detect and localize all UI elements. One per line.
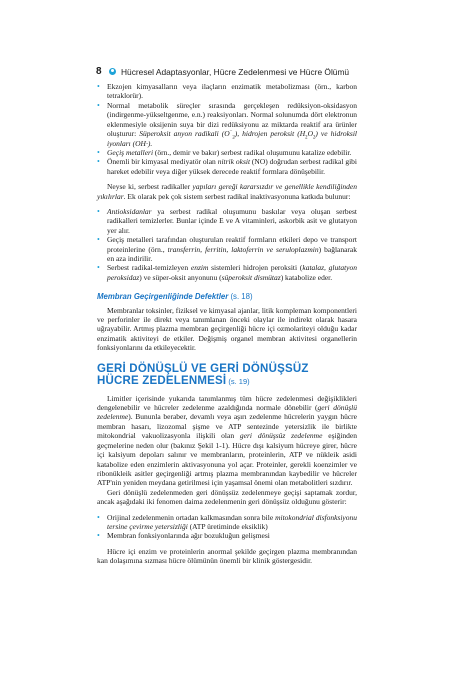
chapter-title: Hücresel Adaptasyonlar, Hücre Zedelenmesi ve Hücre Ölümü	[121, 66, 350, 77]
paragraph: Membranlar toksinler, fiziksel ve kimyasal ajanlar, litik kompleman komponentleri ve perforinler ile direkt veya tanımlanan önceki olaylar ile indirekt olarak hasara uğrayabilir. Artmış plazma membran geçirgenliği hücre içi ozmolariteyi olduğu kadar enzimatik aktiviteyi de etkiler. Değişmiş organel membran aktivitesi organellerin fonksiyonlarını da etkileyecektir.	[97, 305, 357, 353]
paragraph: Limitler içerisinde yukarıda tanımlanmış tüm hücre zedelenmesi değişiklikleri dengelenebilir ve hücreler zedelenme azaldığında normale dönebilir (geri dönüşlü zedelenme). Bununla beraber, devamlı veya aşırı zedelenme hücrelerin yaygın hücre membran hasarı, lizozomal şişme ve ATP sentezinde yetersizlik ile birlikte mitokondrial vakuolizasyonla ilişkili olan geri dönüşsüz zedelenme eşiğinden geçmelerine neden olur (bakınız Şekil 1-1). Hücre dışı kalsiyum hücreye girer, hücre içi kalsiyum depoları salınır ve membranların, proteinlerin, ATP ve nükleik asidi katabolize eden enzimlerin aktivasyonuna yol açar. Proteinler, gerekli koenzimler ve ribonükleik asitler geçirgenliği artmış plazma membranından kaybedilir ve hücreler ATP'nin yeniden meydana getirilmesi için yaşamsal önemi olan metabolitleri sızdırır.	[97, 393, 357, 488]
inactivation-list	[97, 207, 357, 282]
list-item: • Normal metabolik süreçler sırasında gerçekleşen redüksiyon-oksidasyon (indirgenme-yükseltgenme, e.n.) reaksiyonları. Normal solunumda dört elektronun eklenmesiyle oksijenin suya bir dizi redüksiyonu az miktarda reaktif ara ürünler oluşturur: Süperoksit anyon radikali $(O^-_2)$, hidrojen peroksit $(H_2O_2)$ ve hidroksil iyonları (OH·).	[97, 101, 357, 148]
section-heading: GERİ DÖNÜŞLÜ VE GERİ DÖNÜŞSÜZ HÜCRE ZEDELENMESİ (s. 19)	[97, 362, 309, 387]
list-item: • Önemli bir kimyasal mediyatör olan nitrik oksit (NO) doğrudan serbest radikal gibi hareket edebilir veya diğer yüksek derecede reaktif formlara dönüşebilir.	[97, 157, 357, 176]
list-item: • Geçiş metalleri tarafından oluşturulan reaktif formların etkileri depo ve transport proteinlerine (örn., transferrin, ferritin, laktoferrin ve seruloplazmin) bağlanarak en aza indirilir.	[97, 235, 357, 263]
paragraph: Neyse ki, serbest radikaller yapıları gereği kararsızdır ve genellikle kendiliğinden yıkılırlar. Ek olarak pek çok sistem serbest radikal inaktivasyonuna katkıda bulunur:	[97, 182, 357, 201]
list-item: • Antioksidanlar ya serbest radikal oluşumunu baskılar veya oluşan serbest radikalleri temizlerler. Bunlar içinde E ve A vitaminleri, askorbik asit ve glutatyon yer alır.	[97, 207, 357, 235]
radical-sources-list	[97, 82, 357, 176]
list-item: • Geçiş metalleri (örn., demir ve bakır) serbest radikal oluşumunu katalize edebilir.	[97, 148, 357, 157]
list-item: • Membran fonksiyonlarında ağır bozukluğun gelişmesi	[97, 531, 357, 540]
paragraph: Hücre içi enzim ve proteinlerin anormal şekilde geçirgen plazma membranından kan dolaşımına sızması hücre ölümünün önemli bir klinik göstergesidir.	[97, 546, 357, 566]
irreversible-signs-list	[97, 513, 357, 541]
paragraph: Geri dönüşlü zedelenmeden geri dönüşsüz zedelenmeye geçişi saptamak zordur, ancak aşağıdaki iki fenomen daima zedelenmenin geri dönüşsüz olduğunu gösterir:	[97, 487, 357, 507]
body-text	[97, 82, 357, 566]
list-item: • Serbest radikal-temizleyen enzim sistemleri hidrojen peroksiti (katalaz, glutatyon peroksidaz) ve süper-oksit anyonunu (süperoksit dismütaz) katabolize eder.	[97, 263, 357, 282]
chapter-bullet-icon	[109, 68, 116, 75]
page-number: 8	[96, 66, 102, 77]
list-item: • Orijinal zedelenmenin ortadan kalkmasından sonra bile mitokondrial disfonksiyonu tersine çevirme yetersizliği (ATP üretiminde eksiklik)	[97, 513, 357, 532]
running-header	[96, 66, 396, 77]
subsection-heading: Membran Geçirgenliğinde Defektler (s. 18)	[97, 292, 253, 302]
list-item: • Ekzojen kimyasalların veya ilaçların enzimatik metabolizması (örn., karbon tetraklorür).	[97, 82, 357, 101]
